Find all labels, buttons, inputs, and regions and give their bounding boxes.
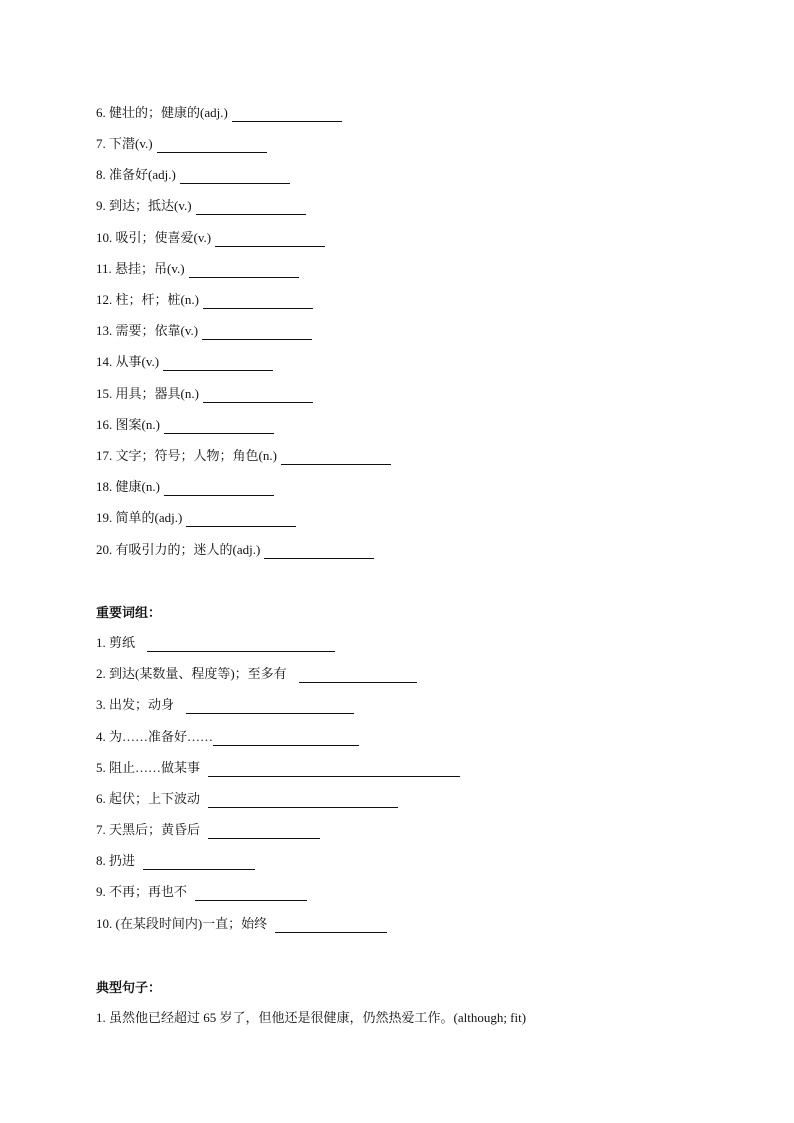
answer-blank[interactable] <box>215 232 325 247</box>
phrase-number: 10. <box>96 916 113 931</box>
vocab-item <box>96 447 391 465</box>
phrase-item <box>96 883 307 901</box>
phrase-text: 阻止……做某事 <box>109 760 201 775</box>
phrase-item <box>96 696 354 714</box>
vocab-text: 健壮的；健康的(adj.) <box>109 105 228 120</box>
vocab-item <box>96 291 313 309</box>
phrase-number: 6. <box>96 791 106 806</box>
vocab-text: 文字；符号；人物；角色(n.) <box>115 448 277 463</box>
sentences-heading: 典型句子： <box>96 981 162 996</box>
answer-blank[interactable] <box>281 450 391 465</box>
vocab-text: 用具；器具(n.) <box>115 386 199 401</box>
phrase-number: 2. <box>96 666 106 681</box>
vocab-item <box>96 353 273 371</box>
vocab-item <box>96 385 313 403</box>
vocab-item <box>96 509 296 527</box>
answer-blank[interactable] <box>208 824 320 839</box>
phrase-item <box>96 759 460 777</box>
answer-blank[interactable] <box>164 481 274 496</box>
vocab-number: 12. <box>96 292 113 307</box>
vocab-number: 20. <box>96 542 113 557</box>
answer-blank[interactable] <box>208 762 460 777</box>
answer-blank[interactable] <box>186 512 296 527</box>
vocab-text: 有吸引力的；迷人的(adj.) <box>115 542 261 557</box>
answer-blank[interactable] <box>147 637 335 652</box>
vocab-number: 13. <box>96 323 113 338</box>
answer-blank[interactable] <box>203 294 313 309</box>
phrase-text: 扔进 <box>109 853 136 868</box>
vocab-text: 简单的(adj.) <box>115 510 183 525</box>
answer-blank[interactable] <box>275 918 387 933</box>
phrase-number: 3. <box>96 697 106 712</box>
answer-blank[interactable] <box>186 699 354 714</box>
vocab-text: 健康(n.) <box>115 479 160 494</box>
answer-blank[interactable] <box>195 886 307 901</box>
vocab-number: 16. <box>96 417 113 432</box>
vocab-number: 19. <box>96 510 113 525</box>
vocab-number: 11. <box>96 261 112 276</box>
vocab-item <box>96 322 312 340</box>
vocab-number: 7. <box>96 136 106 151</box>
vocab-number: 9. <box>96 198 106 213</box>
vocab-text: 图案(n.) <box>115 417 160 432</box>
vocab-text: 需要；依靠(v.) <box>115 323 199 338</box>
phrase-item <box>96 915 387 933</box>
phrase-number: 8. <box>96 853 106 868</box>
vocab-text: 准备好(adj.) <box>109 167 176 182</box>
vocab-text: 到达；抵达(v.) <box>109 198 192 213</box>
vocab-item <box>96 104 342 122</box>
answer-blank[interactable] <box>180 169 290 184</box>
phrase-text: 到达(某数量、程度等)；至多有 <box>109 666 287 681</box>
phrase-number: 7. <box>96 822 106 837</box>
vocab-text: 悬挂；吊(v.) <box>115 261 185 276</box>
vocab-number: 10. <box>96 230 113 245</box>
phrase-text: 剪纸 <box>109 635 136 650</box>
phrase-item <box>96 634 335 652</box>
answer-blank[interactable] <box>213 731 359 746</box>
vocab-number: 8. <box>96 167 106 182</box>
sentence-text: 虽然他已经超过 65 岁了，但他还是很健康，仍然热爱工作。(although; fit) <box>109 1010 527 1025</box>
vocab-item <box>96 416 274 434</box>
phrase-text: (在某段时间内)一直；始终 <box>115 916 268 931</box>
answer-blank[interactable] <box>143 855 255 870</box>
answer-blank[interactable] <box>232 107 342 122</box>
phrase-number: 9. <box>96 884 106 899</box>
answer-blank[interactable] <box>196 200 306 215</box>
answer-blank[interactable] <box>299 668 417 683</box>
phrase-number: 5. <box>96 760 106 775</box>
phrase-item <box>96 665 417 683</box>
answer-blank[interactable] <box>202 325 312 340</box>
answer-blank[interactable] <box>157 138 267 153</box>
vocab-item <box>96 478 274 496</box>
answer-blank[interactable] <box>203 388 313 403</box>
vocab-item <box>96 541 374 559</box>
vocab-number: 17. <box>96 448 113 463</box>
vocab-item <box>96 197 306 215</box>
phrase-text: 不再；再也不 <box>109 884 188 899</box>
phrase-item <box>96 790 398 808</box>
phrases-heading: 重要词组： <box>96 606 162 621</box>
answer-blank[interactable] <box>163 356 273 371</box>
phrase-item <box>96 821 320 839</box>
vocab-text: 柱；杆；桩(n.) <box>115 292 199 307</box>
phrase-text: 天黑后；黄昏后 <box>109 822 201 837</box>
vocab-number: 6. <box>96 105 106 120</box>
answer-blank[interactable] <box>264 544 374 559</box>
phrase-text: 为……准备好…… <box>109 729 214 744</box>
phrase-text: 起伏；上下波动 <box>109 791 201 806</box>
phrase-number: 1. <box>96 635 106 650</box>
answer-blank[interactable] <box>208 793 398 808</box>
answer-blank[interactable] <box>189 263 299 278</box>
answer-blank[interactable] <box>164 419 274 434</box>
vocab-item <box>96 229 325 247</box>
vocab-item <box>96 260 299 278</box>
sentence-number: 1. <box>96 1010 106 1025</box>
vocab-text: 从事(v.) <box>115 354 160 369</box>
vocab-number: 14. <box>96 354 113 369</box>
phrase-number: 4. <box>96 729 106 744</box>
vocab-text: 吸引；使喜爱(v.) <box>115 230 212 245</box>
phrase-item <box>96 852 255 870</box>
vocab-number: 18. <box>96 479 113 494</box>
vocab-item <box>96 135 267 153</box>
vocab-item <box>96 166 290 184</box>
sentence-item <box>96 1009 526 1027</box>
vocab-text: 下潜(v.) <box>109 136 153 151</box>
vocab-number: 15. <box>96 386 113 401</box>
phrase-text: 出发；动身 <box>109 697 175 712</box>
phrase-item <box>96 728 359 746</box>
